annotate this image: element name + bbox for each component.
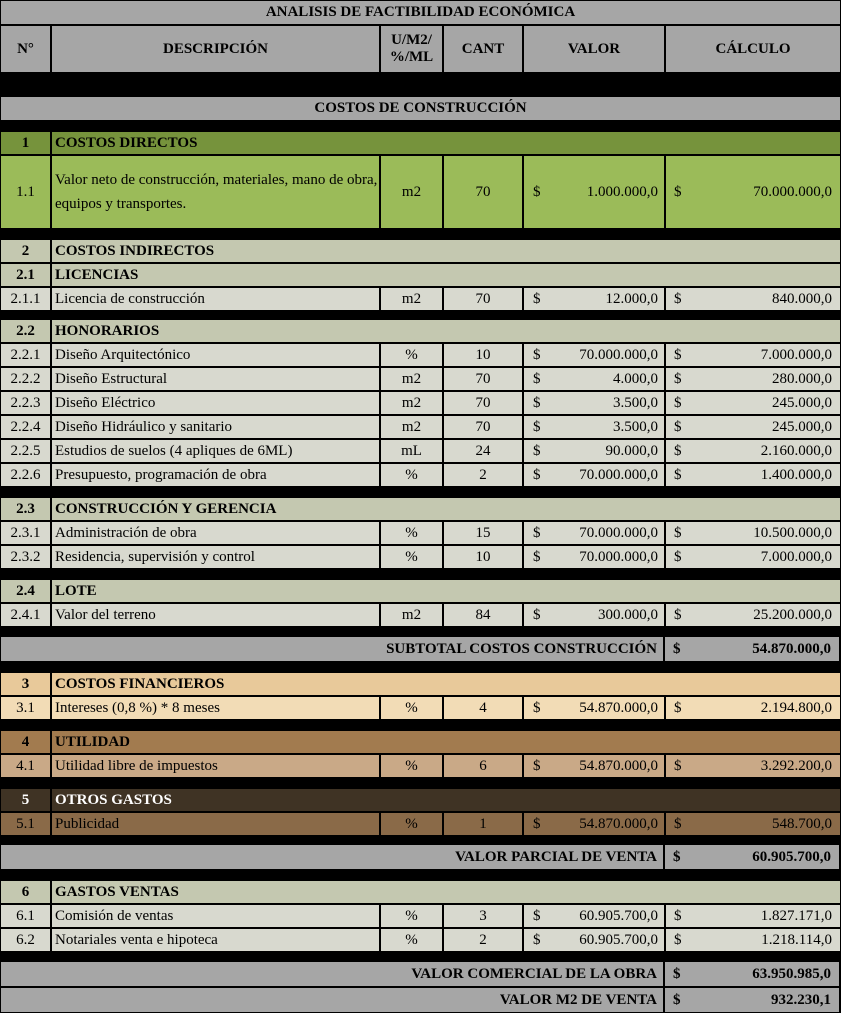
row-valor <box>523 928 665 952</box>
group-label: LICENCIAS <box>51 263 841 287</box>
row-num: 2.1.1 <box>0 287 51 311</box>
row-desc: Diseño Arquitectónico <box>51 343 380 367</box>
row-desc: Diseño Hidráulico y sanitario <box>51 415 380 439</box>
row-num: 6.2 <box>0 928 51 952</box>
row-calc <box>665 367 841 391</box>
valor-amount: 54.870.000,0 <box>579 757 658 774</box>
group-row <box>0 788 841 812</box>
row-valor <box>523 904 665 928</box>
row-desc: Publicidad <box>51 812 380 836</box>
currency-sign: $ <box>674 370 682 387</box>
row-valor <box>523 812 665 836</box>
row-num: 2.3.1 <box>0 521 51 545</box>
partial-total-amount: 60.905.700,0 <box>752 848 831 865</box>
row-cant: 4 <box>443 696 523 720</box>
row-unit: m2 <box>380 367 443 391</box>
table-row <box>0 904 841 928</box>
currency-sign: $ <box>674 183 682 200</box>
currency-sign: $ <box>673 991 681 1008</box>
table-row <box>0 287 841 311</box>
subtotal-row <box>0 636 841 662</box>
title-row <box>0 0 841 25</box>
currency-sign: $ <box>674 606 682 623</box>
row-unit: % <box>380 343 443 367</box>
row-desc: Diseño Eléctrico <box>51 391 380 415</box>
header-valor: VALOR <box>523 25 665 73</box>
calc-amount: 7.000.000,0 <box>760 548 832 565</box>
valor-amount: 3.500,0 <box>613 418 658 435</box>
currency-sign: $ <box>533 442 541 459</box>
row-unit: % <box>380 904 443 928</box>
table-row <box>0 754 841 778</box>
valor-amount: 3.500,0 <box>613 394 658 411</box>
group-num: 2.1 <box>0 263 51 287</box>
row-valor <box>523 463 665 487</box>
group-row <box>0 730 841 754</box>
m2-value-amount: 932.230,1 <box>771 991 831 1008</box>
valor-amount: 12.000,0 <box>605 290 658 307</box>
valor-amount: 60.905.700,0 <box>579 931 658 948</box>
currency-sign: $ <box>673 848 681 865</box>
calc-amount: 1.827.171,0 <box>760 907 832 924</box>
calc-amount: 1.400.000,0 <box>760 466 832 483</box>
group-num: 3 <box>0 672 51 696</box>
row-calc <box>665 754 841 778</box>
row-unit: % <box>380 463 443 487</box>
currency-sign: $ <box>673 965 681 982</box>
partial-total-label: VALOR PARCIAL DE VENTA <box>0 844 664 870</box>
currency-sign: $ <box>674 524 682 541</box>
valor-amount: 300.000,0 <box>598 606 658 623</box>
group-num: 2 <box>0 239 51 263</box>
row-desc: Presupuesto, programación de obra <box>51 463 380 487</box>
row-unit: m2 <box>380 603 443 627</box>
row-valor <box>523 439 665 463</box>
row-cant: 70 <box>443 415 523 439</box>
group-row <box>0 497 841 521</box>
row-cant: 15 <box>443 521 523 545</box>
valor-amount: 54.870.000,0 <box>579 815 658 832</box>
row-unit: m2 <box>380 155 443 229</box>
group-label: COSTOS DIRECTOS <box>51 131 841 155</box>
row-valor <box>523 391 665 415</box>
row-cant: 70 <box>443 391 523 415</box>
row-valor <box>523 521 665 545</box>
currency-sign: $ <box>674 815 682 832</box>
currency-sign: $ <box>673 640 681 657</box>
row-num: 2.2.5 <box>0 439 51 463</box>
row-cant: 10 <box>443 545 523 569</box>
group-row <box>0 579 841 603</box>
row-calc <box>665 415 841 439</box>
header-num: N° <box>0 25 51 73</box>
row-valor <box>523 367 665 391</box>
currency-sign: $ <box>533 606 541 623</box>
calc-amount: 70.000.000,0 <box>753 183 832 200</box>
commercial-total-amount: 63.950.985,0 <box>752 965 831 982</box>
group-num: 2.2 <box>0 319 51 343</box>
subtotal-label: SUBTOTAL COSTOS CONSTRUCCIÓN <box>0 636 664 662</box>
row-valor <box>523 754 665 778</box>
table-row <box>0 463 841 487</box>
calc-amount: 245.000,0 <box>772 418 832 435</box>
table-row <box>0 928 841 952</box>
calc-amount: 10.500.000,0 <box>753 524 832 541</box>
calc-amount: 840.000,0 <box>772 290 832 307</box>
calc-amount: 1.218.114,0 <box>761 931 832 948</box>
row-desc: Licencia de construcción <box>51 287 380 311</box>
row-cant: 10 <box>443 343 523 367</box>
row-desc: Intereses (0,8 %) * 8 meses <box>51 696 380 720</box>
row-calc <box>665 812 841 836</box>
valor-amount: 4.000,0 <box>613 370 658 387</box>
row-calc <box>665 521 841 545</box>
valor-amount: 90.000,0 <box>605 442 658 459</box>
row-cant: 70 <box>443 287 523 311</box>
currency-sign: $ <box>533 370 541 387</box>
row-cant: 70 <box>443 155 523 229</box>
row-desc: Valor del terreno <box>51 603 380 627</box>
group-row <box>0 263 841 287</box>
group-label: OTROS GASTOS <box>51 788 841 812</box>
currency-sign: $ <box>533 907 541 924</box>
valor-amount: 70.000.000,0 <box>579 524 658 541</box>
header-unit <box>380 25 443 73</box>
currency-sign: $ <box>533 394 541 411</box>
calc-amount: 3.292.200,0 <box>760 757 832 774</box>
table-row <box>0 812 841 836</box>
row-num: 5.1 <box>0 812 51 836</box>
currency-sign: $ <box>674 418 682 435</box>
row-num: 4.1 <box>0 754 51 778</box>
currency-sign: $ <box>533 524 541 541</box>
row-cant: 2 <box>443 928 523 952</box>
currency-sign: $ <box>674 466 682 483</box>
currency-sign: $ <box>674 442 682 459</box>
currency-sign: $ <box>674 290 682 307</box>
currency-sign: $ <box>674 699 682 716</box>
calc-amount: 7.000.000,0 <box>760 346 832 363</box>
row-cant: 70 <box>443 367 523 391</box>
row-num: 2.2.6 <box>0 463 51 487</box>
group-row <box>0 672 841 696</box>
valor-amount: 1.000.000,0 <box>586 183 658 200</box>
m2-value-row <box>0 987 841 1013</box>
row-desc: Utilidad libre de impuestos <box>51 754 380 778</box>
row-valor <box>523 545 665 569</box>
commercial-total-row <box>0 961 841 987</box>
calc-amount: 548.700,0 <box>772 815 832 832</box>
table-row <box>0 696 841 720</box>
commercial-total-label: VALOR COMERCIAL DE LA OBRA <box>0 961 664 987</box>
currency-sign: $ <box>533 548 541 565</box>
valor-amount: 70.000.000,0 <box>579 346 658 363</box>
row-calc <box>665 287 841 311</box>
calc-amount: 2.194.800,0 <box>760 699 832 716</box>
group-label: COSTOS INDIRECTOS <box>51 239 841 263</box>
table-row <box>0 521 841 545</box>
row-num: 2.2.1 <box>0 343 51 367</box>
row-valor <box>523 415 665 439</box>
header-row <box>0 25 841 73</box>
currency-sign: $ <box>674 907 682 924</box>
group-row <box>0 319 841 343</box>
calc-amount: 2.160.000,0 <box>760 442 832 459</box>
currency-sign: $ <box>533 183 541 200</box>
row-calc <box>665 928 841 952</box>
table-row <box>0 545 841 569</box>
currency-sign: $ <box>533 757 541 774</box>
currency-sign: $ <box>533 466 541 483</box>
currency-sign: $ <box>674 548 682 565</box>
group-num: 2.4 <box>0 579 51 603</box>
row-calc <box>665 343 841 367</box>
group-num: 2.3 <box>0 497 51 521</box>
group-num: 6 <box>0 880 51 904</box>
table-row <box>0 391 841 415</box>
group-num: 1 <box>0 131 51 155</box>
sheet-title: ANALISIS DE FACTIBILIDAD ECONÓMICA <box>0 0 841 25</box>
row-desc: Comisión de ventas <box>51 904 380 928</box>
table-row <box>0 155 841 229</box>
table-row <box>0 439 841 463</box>
currency-sign: $ <box>533 931 541 948</box>
row-cant: 1 <box>443 812 523 836</box>
table-row <box>0 415 841 439</box>
group-label: CONSTRUCCIÓN Y GERENCIA <box>51 497 841 521</box>
row-unit: mL <box>380 439 443 463</box>
row-cant: 3 <box>443 904 523 928</box>
row-calc <box>665 545 841 569</box>
calc-amount: 25.200.000,0 <box>753 606 832 623</box>
section-row <box>0 96 841 121</box>
row-calc <box>665 603 841 627</box>
row-valor <box>523 696 665 720</box>
row-unit: % <box>380 928 443 952</box>
row-num: 2.2.2 <box>0 367 51 391</box>
row-desc: Notariales venta e hipoteca <box>51 928 380 952</box>
row-num: 3.1 <box>0 696 51 720</box>
header-unit-line1: U/M2/ <box>391 32 432 48</box>
header-calculo: CÁLCULO <box>665 25 841 73</box>
row-desc: Diseño Estructural <box>51 367 380 391</box>
row-valor <box>523 603 665 627</box>
valor-amount: 60.905.700,0 <box>579 907 658 924</box>
valor-amount: 70.000.000,0 <box>579 466 658 483</box>
currency-sign: $ <box>533 346 541 363</box>
row-num: 1.1 <box>0 155 51 229</box>
table-row <box>0 603 841 627</box>
row-num: 2.2.4 <box>0 415 51 439</box>
group-row <box>0 880 841 904</box>
partial-total-value <box>664 844 840 870</box>
group-num: 5 <box>0 788 51 812</box>
row-cant: 2 <box>443 463 523 487</box>
row-calc <box>665 439 841 463</box>
calc-amount: 280.000,0 <box>772 370 832 387</box>
group-label: COSTOS FINANCIEROS <box>51 672 841 696</box>
row-unit: % <box>380 812 443 836</box>
subtotal-value <box>664 636 840 662</box>
row-desc: Valor neto de construcción, materiales, mano de obra, equipos y transportes. <box>51 155 380 229</box>
valor-amount: 70.000.000,0 <box>579 548 658 565</box>
table-row <box>0 343 841 367</box>
row-calc <box>665 904 841 928</box>
table-row <box>0 367 841 391</box>
currency-sign: $ <box>533 290 541 307</box>
row-calc <box>665 155 841 229</box>
row-valor <box>523 287 665 311</box>
currency-sign: $ <box>674 346 682 363</box>
row-unit: m2 <box>380 415 443 439</box>
m2-value <box>664 987 840 1013</box>
currency-sign: $ <box>533 699 541 716</box>
currency-sign: $ <box>533 815 541 832</box>
commercial-total-value <box>664 961 840 987</box>
partial-total-row <box>0 844 841 870</box>
header-desc: DESCRIPCIÓN <box>51 25 380 73</box>
currency-sign: $ <box>533 418 541 435</box>
section-title: COSTOS DE CONSTRUCCIÓN <box>0 96 841 121</box>
row-cant: 24 <box>443 439 523 463</box>
row-desc: Administración de obra <box>51 521 380 545</box>
row-unit: % <box>380 754 443 778</box>
row-desc: Residencia, supervisión y control <box>51 545 380 569</box>
row-calc <box>665 696 841 720</box>
currency-sign: $ <box>674 931 682 948</box>
header-unit-line2: %/ML <box>389 49 434 65</box>
row-valor <box>523 155 665 229</box>
row-calc <box>665 463 841 487</box>
row-desc: Estudios de suelos (4 apliques de 6ML) <box>51 439 380 463</box>
group-label: GASTOS VENTAS <box>51 880 841 904</box>
currency-sign: $ <box>674 757 682 774</box>
row-calc <box>665 391 841 415</box>
row-unit: % <box>380 545 443 569</box>
valor-amount: 54.870.000,0 <box>579 699 658 716</box>
header-cant: CANT <box>443 25 523 73</box>
row-unit: % <box>380 696 443 720</box>
group-num: 4 <box>0 730 51 754</box>
row-unit: m2 <box>380 287 443 311</box>
row-num: 6.1 <box>0 904 51 928</box>
row-cant: 84 <box>443 603 523 627</box>
subtotal-amount: 54.870.000,0 <box>752 640 831 657</box>
group-label: UTILIDAD <box>51 730 841 754</box>
m2-value-label: VALOR M2 DE VENTA <box>0 987 664 1013</box>
currency-sign: $ <box>674 394 682 411</box>
row-num: 2.4.1 <box>0 603 51 627</box>
calc-amount: 245.000,0 <box>772 394 832 411</box>
group-label: LOTE <box>51 579 841 603</box>
row-num: 2.3.2 <box>0 545 51 569</box>
row-cant: 6 <box>443 754 523 778</box>
row-unit: m2 <box>380 391 443 415</box>
row-unit: % <box>380 521 443 545</box>
group-row <box>0 131 841 155</box>
group-label: HONORARIOS <box>51 319 841 343</box>
row-valor <box>523 343 665 367</box>
row-num: 2.2.3 <box>0 391 51 415</box>
group-row <box>0 239 841 263</box>
